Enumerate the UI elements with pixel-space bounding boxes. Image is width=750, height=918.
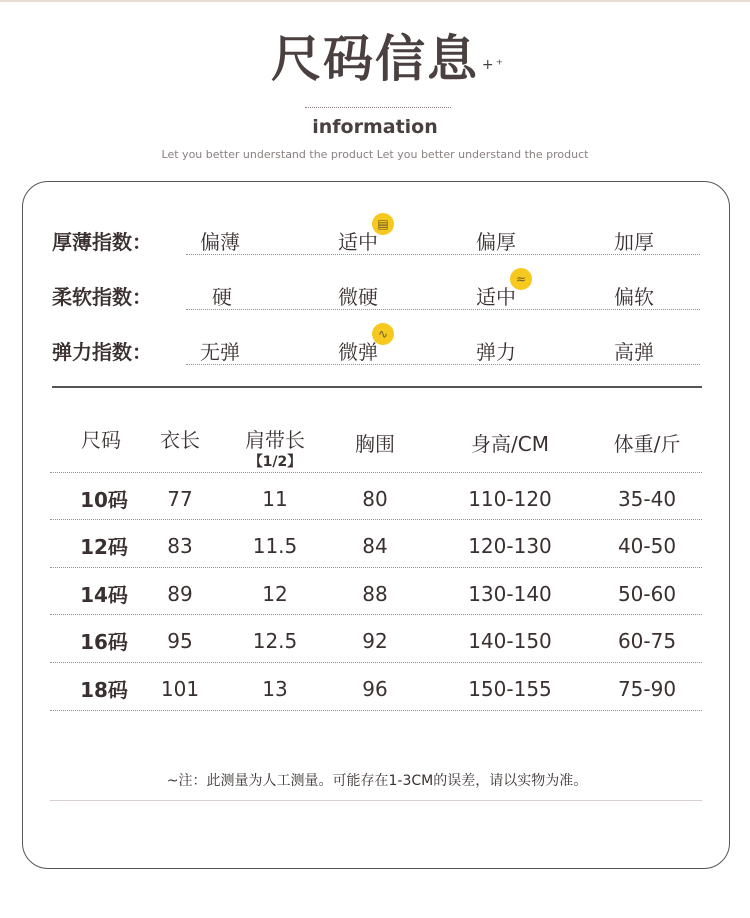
table-cell: 101: [160, 677, 200, 701]
table-header-cell: 胸围: [355, 432, 395, 456]
table-row-divider: [50, 710, 702, 711]
table-header-cell: 体重/斤: [613, 432, 681, 456]
index-row-divider: [186, 309, 700, 310]
section-divider: [52, 386, 702, 388]
table-row-divider: [50, 472, 702, 473]
index-option: 硬: [212, 285, 232, 309]
table-cell: 12.5: [252, 629, 298, 653]
table-header-cell: 衣长: [160, 428, 200, 452]
measurement-note: ~注：此测量为人工测量。可能存在1-3CM的误差，请以实物为准。: [166, 773, 588, 789]
index-option: 微弹: [338, 340, 378, 364]
index-option: 加厚: [614, 230, 654, 254]
table-cell: 88: [362, 582, 388, 606]
index-option: 偏软: [614, 285, 654, 309]
index-option: 适中: [476, 285, 516, 309]
table-cell: 13: [262, 677, 288, 701]
title-divider: [305, 107, 451, 108]
ruler-icon: ▤: [372, 213, 394, 235]
table-cell: 95: [167, 629, 193, 653]
index-label: 弹力指数：: [52, 340, 152, 364]
table-cell: 11: [262, 487, 288, 511]
table-cell: 130-140: [468, 582, 552, 606]
table-cell: 96: [362, 677, 388, 701]
table-cell: 150-155: [468, 677, 552, 701]
table-cell: 89: [167, 582, 193, 606]
index-option: 偏厚: [476, 230, 516, 254]
index-option: 弹力: [476, 340, 516, 364]
subtitle: information: [312, 116, 438, 138]
table-cell: 11.5: [252, 534, 298, 558]
table-row-divider: [50, 519, 702, 520]
table-header-cell: 尺码: [81, 428, 121, 452]
table-size-cell: 14码: [80, 583, 128, 607]
index-label: 厚薄指数：: [52, 230, 152, 254]
table-cell: 75-90: [617, 677, 677, 701]
wave-icon: ≈: [510, 268, 532, 290]
table-row-divider: [50, 662, 702, 663]
table-cell: 35-40: [617, 487, 677, 511]
table-cell: 92: [362, 629, 388, 653]
index-option: 偏薄: [200, 230, 240, 254]
index-option: 适中: [338, 230, 378, 254]
table-header-note: 【1/2】: [248, 454, 302, 470]
sparkle-icon: +⁺: [481, 57, 505, 73]
table-cell: 77: [167, 487, 193, 511]
table-cell: 140-150: [468, 629, 552, 653]
top-border-line: [0, 0, 750, 2]
index-row-divider: [186, 254, 700, 255]
table-cell: 120-130: [468, 534, 552, 558]
table-size-cell: 18码: [80, 678, 128, 702]
spring-icon: ∿: [372, 323, 394, 345]
table-size-cell: 16码: [80, 630, 128, 654]
index-label: 柔软指数：: [52, 285, 152, 309]
table-cell: 50-60: [617, 582, 677, 606]
page-title: 尺码信息 +⁺: [271, 28, 479, 90]
table-cell: 12: [262, 582, 288, 606]
table-header-cell: 身高/CM: [471, 432, 549, 456]
table-header-cell: 肩带长: [245, 428, 305, 452]
table-cell: 80: [362, 487, 388, 511]
note-divider: [50, 800, 702, 801]
table-size-cell: 12码: [80, 535, 128, 559]
table-cell: 40-50: [617, 534, 677, 558]
index-row-divider: [186, 364, 700, 365]
table-cell: 110-120: [468, 487, 552, 511]
table-cell: 60-75: [617, 629, 677, 653]
table-row-divider: [50, 614, 702, 615]
index-option: 高弹: [614, 340, 654, 364]
title-block: [0, 28, 750, 90]
index-option: 微硬: [338, 285, 378, 309]
tagline: Let you better understand the product Let you better understand the product: [161, 148, 589, 161]
table-cell: 84: [362, 534, 388, 558]
table-size-cell: 10码: [80, 488, 128, 512]
table-cell: 83: [167, 534, 193, 558]
index-option: 无弹: [200, 340, 240, 364]
table-row-divider: [50, 567, 702, 568]
